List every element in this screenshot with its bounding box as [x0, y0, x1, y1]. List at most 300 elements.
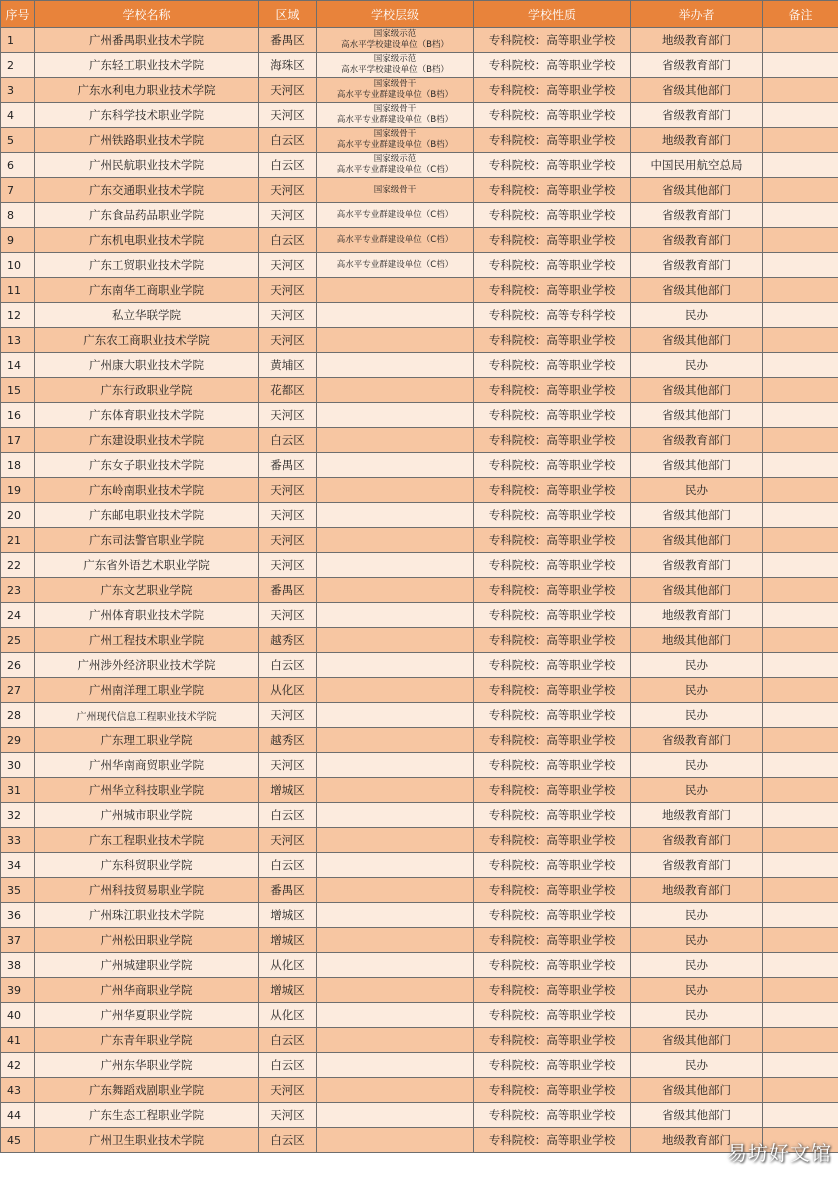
cell-note	[763, 153, 838, 178]
cell-index: 22	[1, 553, 35, 578]
cell-school-level	[317, 103, 474, 128]
header-note: 备注	[763, 1, 838, 28]
table-row	[1, 403, 838, 428]
cell-organizer: 民办	[631, 1053, 763, 1078]
table-row	[1, 153, 838, 178]
cell-area: 番禺区	[259, 878, 317, 903]
cell-area: 白云区	[259, 228, 317, 253]
table-row	[1, 1053, 838, 1078]
cell-school-nature: 专科院校：高等职业学校	[474, 678, 631, 703]
cell-school-name: 广东体育职业技术学院	[35, 403, 259, 428]
cell-school-name: 广州科技贸易职业学院	[35, 878, 259, 903]
cell-note	[763, 803, 838, 828]
cell-area: 增城区	[259, 903, 317, 928]
cell-area: 白云区	[259, 128, 317, 153]
table-row	[1, 553, 838, 578]
cell-note	[763, 778, 838, 803]
cell-school-level	[317, 1053, 474, 1078]
cell-school-nature: 专科院校：高等职业学校	[474, 828, 631, 853]
cell-school-name: 广州华南商贸职业学院	[35, 753, 259, 778]
cell-organizer: 民办	[631, 703, 763, 728]
cell-note	[763, 428, 838, 453]
table-row	[1, 853, 838, 878]
cell-note	[763, 528, 838, 553]
cell-organizer: 省级教育部门	[631, 428, 763, 453]
cell-area: 天河区	[259, 503, 317, 528]
school-level-line: 国家级示范	[373, 29, 417, 39]
cell-organizer: 地级教育部门	[631, 803, 763, 828]
table-row	[1, 703, 838, 728]
cell-school-level	[317, 378, 474, 403]
cell-school-level	[317, 578, 474, 603]
school-level-line: 高水平专业群建设单位（B档）	[336, 115, 454, 125]
cell-index: 11	[1, 278, 35, 303]
table-row	[1, 178, 838, 203]
cell-school-level	[317, 253, 474, 278]
cell-school-name: 广州体育职业技术学院	[35, 603, 259, 628]
cell-school-level	[317, 703, 474, 728]
school-level-line: 国家级骨干	[373, 104, 417, 114]
cell-school-level	[317, 203, 474, 228]
cell-area: 白云区	[259, 428, 317, 453]
cell-area: 天河区	[259, 328, 317, 353]
cell-school-level	[317, 478, 474, 503]
cell-index: 19	[1, 478, 35, 503]
cell-area: 天河区	[259, 528, 317, 553]
cell-index: 25	[1, 628, 35, 653]
table-row	[1, 78, 838, 103]
cell-school-nature: 专科院校：高等职业学校	[474, 803, 631, 828]
cell-school-nature: 专科院校：高等职业学校	[474, 78, 631, 103]
cell-area: 从化区	[259, 678, 317, 703]
cell-school-nature: 专科院校：高等职业学校	[474, 728, 631, 753]
cell-school-level	[317, 328, 474, 353]
school-level-line: 国家级骨干	[373, 184, 417, 195]
table-row	[1, 228, 838, 253]
table-row	[1, 628, 838, 653]
cell-organizer: 省级其他部门	[631, 503, 763, 528]
cell-school-name: 广州城市职业学院	[35, 803, 259, 828]
cell-organizer: 地级教育部门	[631, 1128, 763, 1153]
school-level-line: 国家级骨干	[373, 79, 417, 89]
cell-area: 天河区	[259, 603, 317, 628]
table-row	[1, 878, 838, 903]
cell-school-name: 广东理工职业学院	[35, 728, 259, 753]
cell-index: 36	[1, 903, 35, 928]
table-row	[1, 303, 838, 328]
cell-note	[763, 303, 838, 328]
cell-school-nature: 专科院校：高等职业学校	[474, 253, 631, 278]
cell-index: 7	[1, 178, 35, 203]
cell-school-name: 广东交通职业技术学院	[35, 178, 259, 203]
cell-note	[763, 653, 838, 678]
cell-area: 白云区	[259, 653, 317, 678]
cell-school-nature: 专科院校：高等职业学校	[474, 1128, 631, 1153]
cell-note	[763, 603, 838, 628]
cell-school-nature: 专科院校：高等职业学校	[474, 628, 631, 653]
table-row	[1, 203, 838, 228]
cell-organizer: 地级教育部门	[631, 28, 763, 53]
cell-index: 29	[1, 728, 35, 753]
cell-note	[763, 453, 838, 478]
cell-note	[763, 378, 838, 403]
cell-organizer: 民办	[631, 753, 763, 778]
table-row	[1, 278, 838, 303]
cell-school-level	[317, 528, 474, 553]
cell-school-name: 广州华商职业学院	[35, 978, 259, 1003]
cell-area: 从化区	[259, 953, 317, 978]
header-index: 序号	[1, 1, 35, 28]
cell-organizer: 省级教育部门	[631, 53, 763, 78]
cell-school-level	[317, 853, 474, 878]
table-row	[1, 478, 838, 503]
cell-organizer: 省级其他部门	[631, 528, 763, 553]
cell-area: 白云区	[259, 853, 317, 878]
cell-area: 白云区	[259, 1028, 317, 1053]
cell-school-level	[317, 503, 474, 528]
cell-school-nature: 专科院校：高等职业学校	[474, 1103, 631, 1128]
cell-school-nature: 专科院校：高等职业学校	[474, 503, 631, 528]
cell-school-nature: 专科院校：高等专科学校	[474, 303, 631, 328]
cell-index: 3	[1, 78, 35, 103]
cell-school-level	[317, 978, 474, 1003]
cell-area: 白云区	[259, 153, 317, 178]
table-row	[1, 1128, 838, 1153]
cell-school-level	[317, 153, 474, 178]
cell-note	[763, 628, 838, 653]
school-level-line: 高水平专业群建设单位（C档）	[336, 165, 454, 175]
cell-note	[763, 228, 838, 253]
cell-school-level	[317, 403, 474, 428]
cell-school-nature: 专科院校：高等职业学校	[474, 378, 631, 403]
cell-note	[763, 278, 838, 303]
cell-organizer: 民办	[631, 353, 763, 378]
watermark: 易坊好文馆	[727, 1141, 832, 1165]
cell-school-nature: 专科院校：高等职业学校	[474, 1028, 631, 1053]
cell-school-nature: 专科院校：高等职业学校	[474, 653, 631, 678]
cell-school-level	[317, 803, 474, 828]
cell-organizer: 民办	[631, 1003, 763, 1028]
table-row	[1, 1028, 838, 1053]
cell-school-name: 广州珠江职业技术学院	[35, 903, 259, 928]
cell-school-name: 广东水利电力职业技术学院	[35, 78, 259, 103]
table-row	[1, 428, 838, 453]
cell-index: 20	[1, 503, 35, 528]
cell-note	[763, 953, 838, 978]
cell-index: 16	[1, 403, 35, 428]
cell-note	[763, 753, 838, 778]
cell-index: 8	[1, 203, 35, 228]
cell-area: 白云区	[259, 1053, 317, 1078]
cell-organizer: 民办	[631, 978, 763, 1003]
cell-note	[763, 1053, 838, 1078]
cell-index: 45	[1, 1128, 35, 1153]
cell-school-nature: 专科院校：高等职业学校	[474, 178, 631, 203]
school-level-line: 高水平学校建设单位（B档）	[341, 40, 449, 50]
cell-index: 24	[1, 603, 35, 628]
cell-organizer: 省级教育部门	[631, 728, 763, 753]
table-row	[1, 1078, 838, 1103]
cell-school-level	[317, 678, 474, 703]
table-row	[1, 328, 838, 353]
cell-school-level	[317, 453, 474, 478]
table-row	[1, 353, 838, 378]
cell-organizer: 地级其他部门	[631, 628, 763, 653]
cell-index: 30	[1, 753, 35, 778]
cell-organizer: 省级其他部门	[631, 328, 763, 353]
cell-school-nature: 专科院校：高等职业学校	[474, 978, 631, 1003]
table-row	[1, 653, 838, 678]
cell-school-level	[317, 428, 474, 453]
cell-school-nature: 专科院校：高等职业学校	[474, 28, 631, 53]
cell-school-nature: 专科院校：高等职业学校	[474, 1003, 631, 1028]
cell-note	[763, 28, 838, 53]
cell-area: 天河区	[259, 753, 317, 778]
table-row	[1, 253, 838, 278]
cell-organizer: 省级其他部门	[631, 453, 763, 478]
cell-school-name: 广东机电职业技术学院	[35, 228, 259, 253]
cell-organizer: 省级教育部门	[631, 228, 763, 253]
cell-school-name: 广东女子职业技术学院	[35, 453, 259, 478]
cell-index: 14	[1, 353, 35, 378]
school-level-line: 高水平专业群建设单位（C档）	[336, 259, 454, 270]
cell-school-level	[317, 778, 474, 803]
cell-note	[763, 1103, 838, 1128]
table-row	[1, 503, 838, 528]
cell-area: 天河区	[259, 178, 317, 203]
cell-school-nature: 专科院校：高等职业学校	[474, 928, 631, 953]
cell-area: 天河区	[259, 303, 317, 328]
cell-school-nature: 专科院校：高等职业学校	[474, 528, 631, 553]
cell-school-nature: 专科院校：高等职业学校	[474, 778, 631, 803]
cell-index: 41	[1, 1028, 35, 1053]
header-row	[1, 1, 838, 28]
cell-school-nature: 专科院校：高等职业学校	[474, 553, 631, 578]
cell-school-name: 广东文艺职业学院	[35, 578, 259, 603]
table-row	[1, 28, 838, 53]
cell-school-nature: 专科院校：高等职业学校	[474, 753, 631, 778]
cell-school-nature: 专科院校：高等职业学校	[474, 478, 631, 503]
cell-school-nature: 专科院校：高等职业学校	[474, 703, 631, 728]
cell-organizer: 民办	[631, 928, 763, 953]
cell-school-nature: 专科院校：高等职业学校	[474, 353, 631, 378]
cell-note	[763, 853, 838, 878]
cell-school-name: 广东生态工程职业学院	[35, 1103, 259, 1128]
cell-area: 番禺区	[259, 28, 317, 53]
cell-organizer: 民办	[631, 653, 763, 678]
cell-school-level	[317, 653, 474, 678]
cell-note	[763, 578, 838, 603]
school-level-line: 高水平学校建设单位（B档）	[341, 65, 449, 75]
cell-school-name: 广东建设职业技术学院	[35, 428, 259, 453]
cell-school-name: 广州卫生职业技术学院	[35, 1128, 259, 1153]
cell-school-name: 广东工程职业技术学院	[35, 828, 259, 853]
cell-index: 4	[1, 103, 35, 128]
cell-organizer: 省级教育部门	[631, 553, 763, 578]
table-row	[1, 953, 838, 978]
table-row	[1, 778, 838, 803]
cell-area: 天河区	[259, 553, 317, 578]
cell-organizer: 省级其他部门	[631, 403, 763, 428]
cell-organizer: 民办	[631, 903, 763, 928]
header-school-name: 学校名称	[35, 1, 259, 28]
cell-school-name: 广州康大职业技术学院	[35, 353, 259, 378]
cell-area: 增城区	[259, 978, 317, 1003]
table-row	[1, 928, 838, 953]
cell-index: 26	[1, 653, 35, 678]
cell-index: 9	[1, 228, 35, 253]
cell-area: 天河区	[259, 403, 317, 428]
cell-note	[763, 178, 838, 203]
cell-index: 10	[1, 253, 35, 278]
cell-school-nature: 专科院校：高等职业学校	[474, 953, 631, 978]
cell-school-name: 广州城建职业学院	[35, 953, 259, 978]
table-row	[1, 678, 838, 703]
school-level-line: 高水平专业群建设单位（B档）	[336, 140, 454, 150]
cell-school-level	[317, 78, 474, 103]
cell-index: 40	[1, 1003, 35, 1028]
table-row	[1, 128, 838, 153]
cell-school-level	[317, 603, 474, 628]
table-row	[1, 1003, 838, 1028]
cell-organizer: 省级其他部门	[631, 378, 763, 403]
cell-area: 天河区	[259, 1103, 317, 1128]
cell-school-level	[317, 278, 474, 303]
cell-index: 39	[1, 978, 35, 1003]
table-row	[1, 528, 838, 553]
cell-organizer: 省级其他部门	[631, 1103, 763, 1128]
cell-organizer: 省级教育部门	[631, 203, 763, 228]
cell-school-name: 广州华夏职业学院	[35, 1003, 259, 1028]
cell-organizer: 民办	[631, 778, 763, 803]
cell-index: 6	[1, 153, 35, 178]
table-row	[1, 453, 838, 478]
cell-index: 23	[1, 578, 35, 603]
cell-school-nature: 专科院校：高等职业学校	[474, 578, 631, 603]
cell-organizer: 省级教育部门	[631, 828, 763, 853]
cell-index: 42	[1, 1053, 35, 1078]
cell-school-nature: 专科院校：高等职业学校	[474, 403, 631, 428]
cell-school-name: 广东行政职业学院	[35, 378, 259, 403]
table-row	[1, 103, 838, 128]
cell-note	[763, 128, 838, 153]
cell-school-name: 广州番禺职业技术学院	[35, 28, 259, 53]
cell-school-name: 广东食品药品职业学院	[35, 203, 259, 228]
cell-school-nature: 专科院校：高等职业学校	[474, 153, 631, 178]
cell-school-nature: 专科院校：高等职业学校	[474, 853, 631, 878]
cell-school-level	[317, 953, 474, 978]
table-row	[1, 803, 838, 828]
cell-index: 35	[1, 878, 35, 903]
cell-school-level	[317, 728, 474, 753]
cell-area: 天河区	[259, 478, 317, 503]
cell-area: 天河区	[259, 1078, 317, 1103]
cell-organizer: 省级其他部门	[631, 1028, 763, 1053]
cell-school-nature: 专科院校：高等职业学校	[474, 128, 631, 153]
cell-note	[763, 678, 838, 703]
cell-school-level	[317, 1103, 474, 1128]
cell-area: 天河区	[259, 253, 317, 278]
cell-organizer: 民办	[631, 678, 763, 703]
table-row	[1, 828, 838, 853]
cell-school-level	[317, 903, 474, 928]
cell-index: 43	[1, 1078, 35, 1103]
cell-school-nature: 专科院校：高等职业学校	[474, 103, 631, 128]
cell-school-name: 广东青年职业学院	[35, 1028, 259, 1053]
cell-note	[763, 103, 838, 128]
cell-index: 28	[1, 703, 35, 728]
cell-school-level	[317, 928, 474, 953]
cell-school-name: 广东司法警官职业学院	[35, 528, 259, 553]
cell-school-nature: 专科院校：高等职业学校	[474, 878, 631, 903]
cell-note	[763, 78, 838, 103]
cell-school-nature: 专科院校：高等职业学校	[474, 203, 631, 228]
cell-area: 海珠区	[259, 53, 317, 78]
cell-note	[763, 253, 838, 278]
cell-school-name: 广东岭南职业技术学院	[35, 478, 259, 503]
cell-school-name: 广州民航职业技术学院	[35, 153, 259, 178]
cell-school-nature: 专科院校：高等职业学校	[474, 1053, 631, 1078]
cell-school-level	[317, 1028, 474, 1053]
cell-school-nature: 专科院校：高等职业学校	[474, 228, 631, 253]
cell-school-level	[317, 178, 474, 203]
header-school-nature: 学校性质	[474, 1, 631, 28]
cell-index: 31	[1, 778, 35, 803]
cell-school-name: 广州涉外经济职业技术学院	[35, 653, 259, 678]
cell-note	[763, 478, 838, 503]
cell-organizer: 省级教育部门	[631, 253, 763, 278]
cell-note	[763, 1028, 838, 1053]
cell-organizer: 民办	[631, 303, 763, 328]
cell-index: 15	[1, 378, 35, 403]
cell-note	[763, 828, 838, 853]
cell-organizer: 省级其他部门	[631, 578, 763, 603]
table-row	[1, 603, 838, 628]
table-body	[1, 28, 838, 1153]
cell-organizer: 省级其他部门	[631, 78, 763, 103]
cell-index: 34	[1, 853, 35, 878]
cell-school-nature: 专科院校：高等职业学校	[474, 1078, 631, 1103]
cell-index: 1	[1, 28, 35, 53]
cell-school-name: 广东省外语艺术职业学院	[35, 553, 259, 578]
cell-note	[763, 203, 838, 228]
cell-school-name: 广州南洋理工职业学院	[35, 678, 259, 703]
header-school-level: 学校层级	[317, 1, 474, 28]
cell-school-name: 广州现代信息工程职业技术学院	[35, 703, 259, 728]
cell-area: 天河区	[259, 703, 317, 728]
cell-note	[763, 403, 838, 428]
cell-school-level	[317, 1003, 474, 1028]
school-level-line: 国家级骨干	[373, 129, 417, 139]
cell-school-name: 广东工贸职业技术学院	[35, 253, 259, 278]
cell-index: 5	[1, 128, 35, 153]
cell-school-name: 广州铁路职业技术学院	[35, 128, 259, 153]
cell-index: 38	[1, 953, 35, 978]
cell-school-level	[317, 1128, 474, 1153]
cell-area: 越秀区	[259, 728, 317, 753]
cell-school-name: 广州松田职业学院	[35, 928, 259, 953]
cell-note	[763, 1003, 838, 1028]
cell-index: 37	[1, 928, 35, 953]
cell-note	[763, 553, 838, 578]
cell-school-nature: 专科院校：高等职业学校	[474, 328, 631, 353]
cell-school-nature: 专科院校：高等职业学校	[474, 453, 631, 478]
cell-school-level	[317, 28, 474, 53]
cell-note	[763, 1078, 838, 1103]
cell-school-level	[317, 53, 474, 78]
table-row	[1, 728, 838, 753]
table-row	[1, 378, 838, 403]
